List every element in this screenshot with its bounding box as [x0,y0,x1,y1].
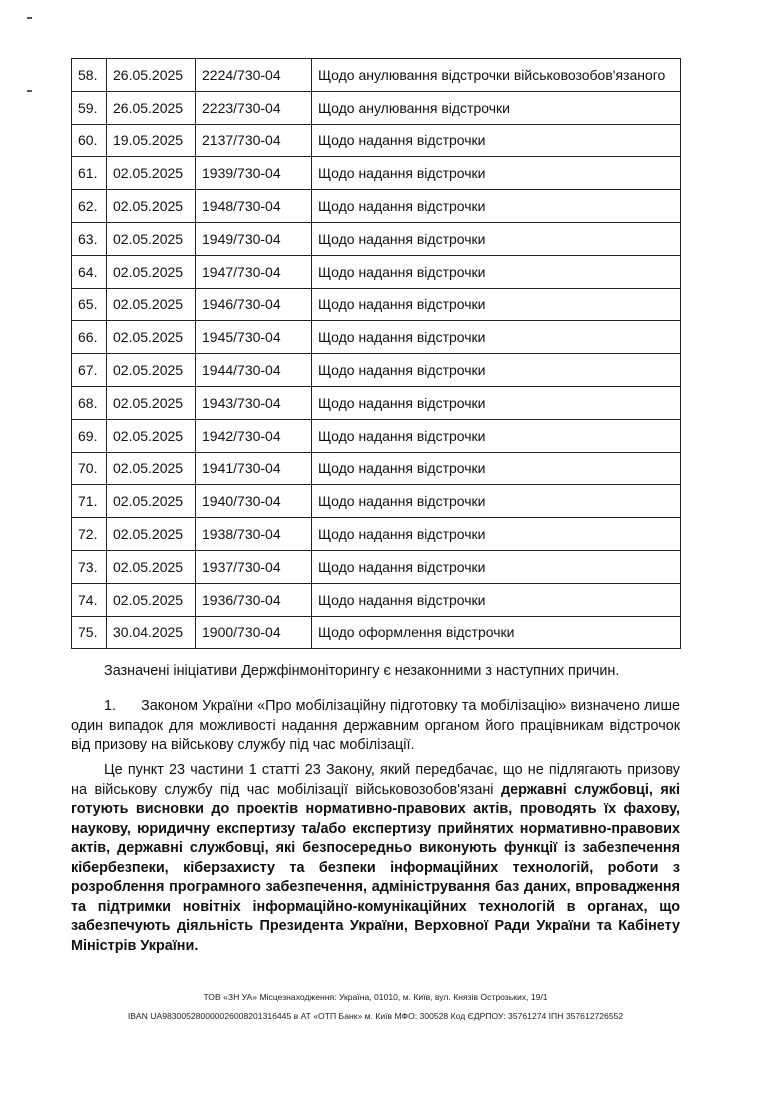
row-date: 02.05.2025 [107,386,196,419]
table-row [72,485,681,518]
table-row [72,321,681,354]
row-subject: Щодо надання відстрочки [312,386,681,419]
decisions-table [71,58,681,649]
row-reference: 2224/730-04 [196,59,312,92]
row-date: 02.05.2025 [107,583,196,616]
row-number: 66. [72,321,107,354]
row-number: 59. [72,91,107,124]
table-row [72,255,681,288]
row-subject: Щодо надання відстрочки [312,124,681,157]
row-number: 64. [72,255,107,288]
row-subject: Щодо надання відстрочки [312,452,681,485]
row-number: 72. [72,518,107,551]
row-date: 02.05.2025 [107,518,196,551]
row-number: 73. [72,550,107,583]
point-number: 1. [104,698,117,714]
row-subject: Щодо надання відстрочки [312,321,681,354]
row-date: 02.05.2025 [107,321,196,354]
row-number: 63. [72,222,107,255]
table-row [72,157,681,190]
footer-company-address: ТОВ «ЗН УА» Місцезнаходження: Україна, 01010, м. Київ, вул. Князів Острозьких, 19/1 [203,992,548,1002]
row-reference: 1940/730-04 [196,485,312,518]
row-subject: Щодо надання відстрочки [312,354,681,387]
row-number: 58. [72,59,107,92]
row-reference: 1949/730-04 [196,222,312,255]
table-row [72,518,681,551]
row-reference: 2137/730-04 [196,124,312,157]
row-date: 26.05.2025 [107,59,196,92]
row-reference: 1900/730-04 [196,616,312,649]
row-reference: 1944/730-04 [196,354,312,387]
table-row [72,583,681,616]
row-subject: Щодо надання відстрочки [312,255,681,288]
table-row [72,616,681,649]
row-number: 75. [72,616,107,649]
row-subject: Щодо надання відстрочки [312,190,681,223]
point-1-details-paragraph [71,761,680,956]
row-number: 71. [72,485,107,518]
row-date: 02.05.2025 [107,419,196,452]
row-number: 61. [72,157,107,190]
row-date: 02.05.2025 [107,255,196,288]
intro-paragraph: Зазначені ініціативи Держфінмоніторингу є незаконними з наступних причин. [104,663,620,679]
row-date: 02.05.2025 [107,354,196,387]
table-row [72,124,681,157]
row-date: 02.05.2025 [107,452,196,485]
row-number: 74. [72,583,107,616]
row-date: 02.05.2025 [107,157,196,190]
row-number: 65. [72,288,107,321]
details-end: . [194,937,199,954]
row-date: 02.05.2025 [107,550,196,583]
row-subject: Щодо надання відстрочки [312,583,681,616]
point-1-text: Законом України «Про мобілізаційну підготовку та мобілізацію» визначено лише один випадок для можливості надання державним органом його працівникам відстрочок від призову на військову службу під час мобілізації. [71,698,680,753]
details-bold-text: державні службовці, які готують висновки до проектів нормативно-правових актів, проводять їх фахову, наукову, юридичну експертизу та/або експертизу прийнятих нормативно-правових актів, державні службовці, які безпосередньо виконують функції із забезпечення кібербезпеки, кіберзахисту та безпеки інформаційних технологій, роботи з розроблення програмного забезпечення, адміністрування баз даних, впровадження та підтримки новітніх інформаційно-комунікаційних технологій в органах, що забезпечують діяльність Президента України, Верховної Ради України та Кабінету Міністрів України [71,781,680,954]
row-reference: 1942/730-04 [196,419,312,452]
decisions-table-body [72,59,681,649]
row-reference: 1937/730-04 [196,550,312,583]
row-number: 68. [72,386,107,419]
row-subject: Щодо надання відстрочки [312,288,681,321]
row-date: 30.04.2025 [107,616,196,649]
row-subject: Щодо анулювання відстрочки військовозобов'язаного [312,59,681,92]
row-number: 70. [72,452,107,485]
scan-mark [27,17,32,19]
table-row [72,190,681,223]
row-subject: Щодо надання відстрочки [312,222,681,255]
row-reference: 2223/730-04 [196,91,312,124]
row-reference: 1947/730-04 [196,255,312,288]
row-subject: Щодо надання відстрочки [312,485,681,518]
table-row [72,222,681,255]
row-reference: 1945/730-04 [196,321,312,354]
row-subject: Щодо надання відстрочки [312,518,681,551]
row-reference: 1943/730-04 [196,386,312,419]
row-number: 60. [72,124,107,157]
row-subject: Щодо анулювання відстрочки [312,91,681,124]
row-reference: 1948/730-04 [196,190,312,223]
row-reference: 1938/730-04 [196,518,312,551]
row-number: 69. [72,419,107,452]
row-date: 19.05.2025 [107,124,196,157]
table-row [72,59,681,92]
row-subject: Щодо надання відстрочки [312,419,681,452]
point-1-paragraph [71,697,680,756]
table-row [72,288,681,321]
table-row [72,386,681,419]
row-subject: Щодо надання відстрочки [312,550,681,583]
row-number: 67. [72,354,107,387]
table-row [72,550,681,583]
row-reference: 1939/730-04 [196,157,312,190]
table-row [72,419,681,452]
table-row [72,354,681,387]
row-number: 62. [72,190,107,223]
row-date: 02.05.2025 [107,288,196,321]
row-reference: 1941/730-04 [196,452,312,485]
row-subject: Щодо оформлення відстрочки [312,616,681,649]
row-date: 02.05.2025 [107,190,196,223]
row-reference: 1946/730-04 [196,288,312,321]
row-date: 02.05.2025 [107,222,196,255]
table-row [72,91,681,124]
table-row [72,452,681,485]
row-date: 26.05.2025 [107,91,196,124]
row-date: 02.05.2025 [107,485,196,518]
footer-bank-details: IBAN UA983005280000026008201316445 в АТ «ОТП Банк» м. Київ МФО: 300528 Код ЄДРПОУ: 35761274 ІПН 357612726552 [127,1011,624,1021]
scan-mark [27,90,32,92]
row-subject: Щодо надання відстрочки [312,157,681,190]
row-reference: 1936/730-04 [196,583,312,616]
details-plain-text: Це пункт 23 частини 1 статті 23 Закону, який передбачає, що не підлягають призову на військову службу під час мобілізації військовозобов'язані [71,762,680,798]
